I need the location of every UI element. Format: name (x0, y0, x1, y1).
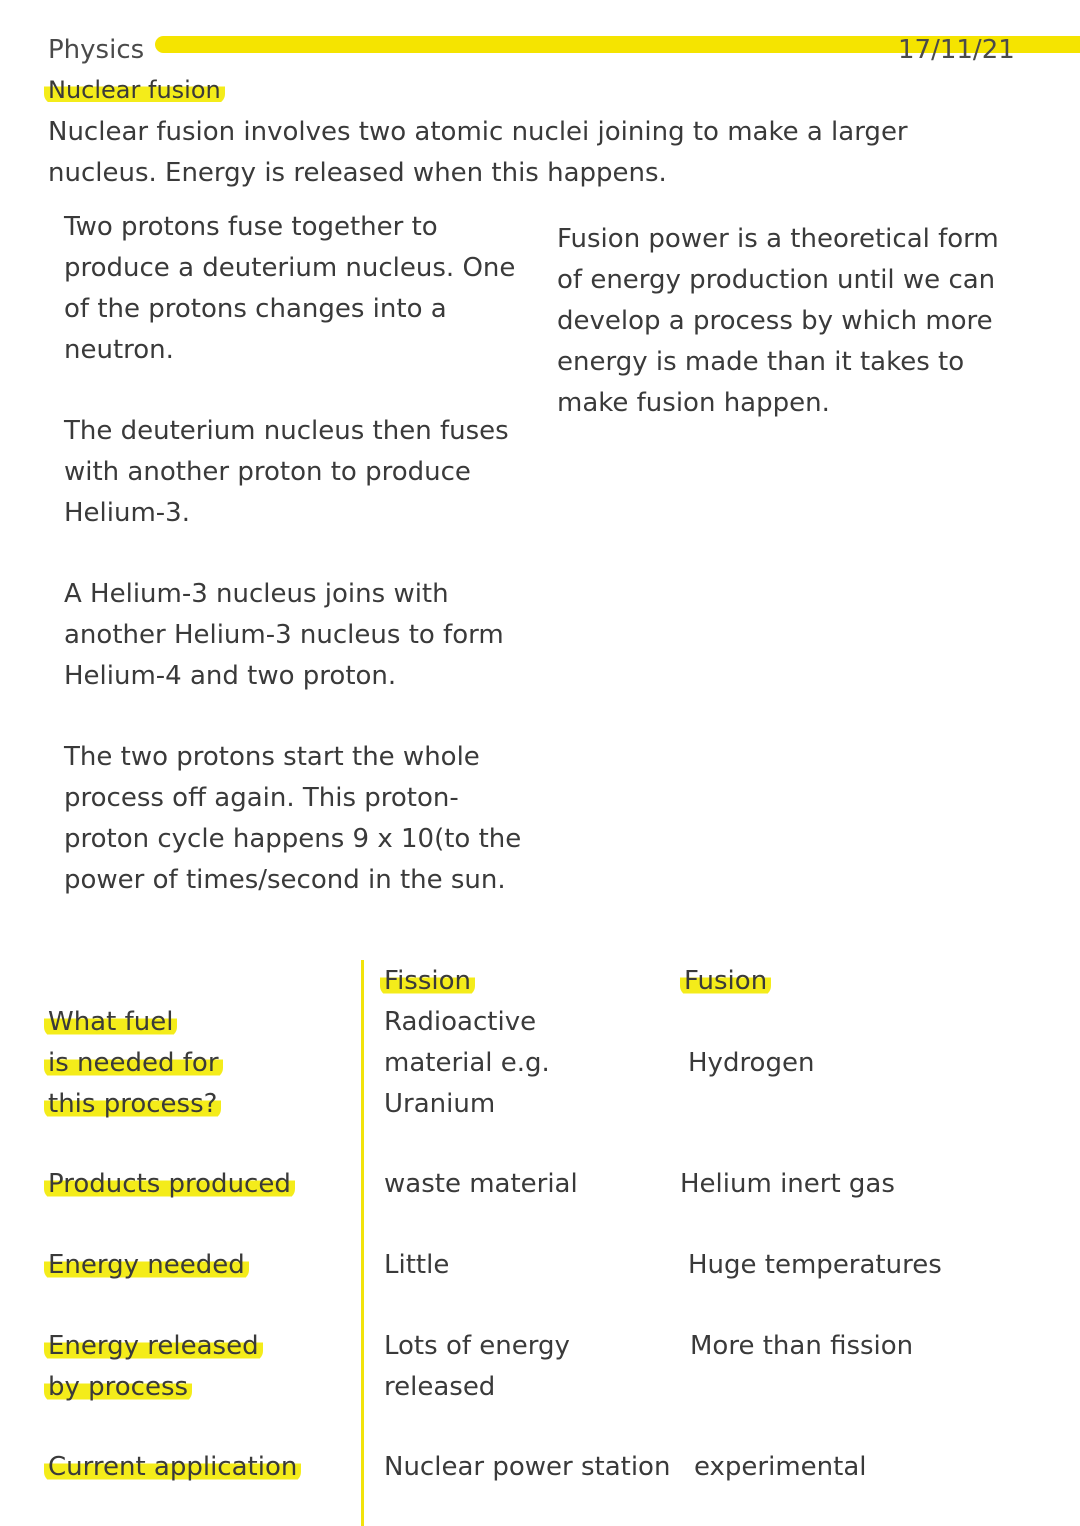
step-line: another Helium-3 nucleus to form (64, 620, 504, 650)
column-header-fission (384, 961, 475, 1002)
row-question-energy-released (48, 1326, 263, 1408)
note-line: Fusion power is a theoretical form (557, 224, 999, 254)
date-label: 17/11/21 (898, 35, 1015, 65)
question-line: this process? (44, 1089, 221, 1119)
column-header-fusion (684, 961, 771, 1002)
cell-line: Hydrogen (688, 1048, 815, 1078)
topic-title-text: Nuclear fusion (44, 76, 225, 104)
step-line: power of times/second in the sun. (64, 865, 506, 895)
fission-header-text: Fission (380, 966, 475, 996)
fusion-header-text: Fusion (680, 966, 771, 996)
note-line: develop a process by which more (557, 306, 993, 336)
cell-line: Helium inert gas (680, 1169, 895, 1199)
cell-line: experimental (694, 1452, 867, 1482)
cell-line: waste material (384, 1169, 578, 1199)
question-line: Current application (44, 1452, 301, 1482)
note-line: energy is made than it takes to (557, 347, 965, 377)
cell-line: Nuclear power station (384, 1452, 671, 1482)
fusion-fuel-cell (688, 1043, 814, 1084)
cell-line: material e.g. (384, 1048, 550, 1078)
row-question-energy-needed (48, 1245, 249, 1286)
table-column-divider (361, 960, 364, 1526)
question-line: Products produced (44, 1169, 295, 1199)
question-line: Energy needed (44, 1250, 249, 1280)
step-paragraph (64, 411, 534, 534)
cell-line: released (384, 1372, 496, 1402)
fission-energy-needed-cell (384, 1245, 449, 1286)
step-line: proton cycle happens 9 x 10(to the (64, 824, 522, 854)
note-line: of energy production until we can (557, 265, 996, 295)
intro-line: Nuclear fusion involves two atomic nuclei joining to make a larger (48, 117, 908, 147)
step-paragraph (64, 574, 534, 697)
fusion-energy-needed-cell (688, 1245, 942, 1286)
fusion-products-cell (680, 1164, 895, 1205)
step-line: The two protons start the whole (64, 742, 480, 772)
step-line: process off again. This proton- (64, 783, 459, 813)
subject-label: Physics (48, 35, 145, 65)
step-line: Helium-3. (64, 498, 190, 528)
question-line: What fuel (44, 1007, 177, 1037)
fission-fuel-cell (384, 1002, 550, 1125)
step-line: of the protons changes into a (64, 294, 447, 324)
cell-line: More than fission (690, 1331, 914, 1361)
step-line: with another proton to produce (64, 457, 471, 487)
step-line: produce a deuterium nucleus. One (64, 253, 516, 283)
fusion-steps (64, 207, 534, 941)
intro-paragraph (48, 112, 1048, 194)
question-line: by process (44, 1372, 192, 1402)
fission-application-cell (384, 1447, 670, 1488)
cell-line: Little (384, 1250, 450, 1280)
fusion-application-cell (694, 1447, 867, 1488)
question-line: Energy released (44, 1331, 263, 1361)
step-line: A Helium-3 nucleus joins with (64, 579, 449, 609)
row-question-fuel (48, 1002, 223, 1125)
step-line: neutron. (64, 335, 174, 365)
fission-products-cell (384, 1164, 578, 1205)
cell-line: Huge temperatures (688, 1250, 942, 1280)
row-question-products (48, 1164, 295, 1205)
step-paragraph (64, 737, 534, 901)
question-line: is needed for (44, 1048, 223, 1078)
step-line: The deuterium nucleus then fuses (64, 416, 509, 446)
step-line: Two protons fuse together to (64, 212, 438, 242)
topic-title (48, 72, 225, 108)
fission-energy-released-cell (384, 1326, 570, 1408)
step-paragraph (64, 207, 534, 371)
row-question-application (48, 1447, 301, 1488)
intro-line: nucleus. Energy is released when this happens. (48, 158, 667, 188)
fusion-energy-released-cell (690, 1326, 913, 1367)
step-line: Helium-4 and two proton. (64, 661, 397, 691)
fusion-power-note (557, 219, 1057, 424)
cell-line: Lots of energy (384, 1331, 570, 1361)
cell-line: Uranium (384, 1089, 496, 1119)
cell-line: Radioactive (384, 1007, 537, 1037)
note-line: make fusion happen. (557, 388, 830, 418)
